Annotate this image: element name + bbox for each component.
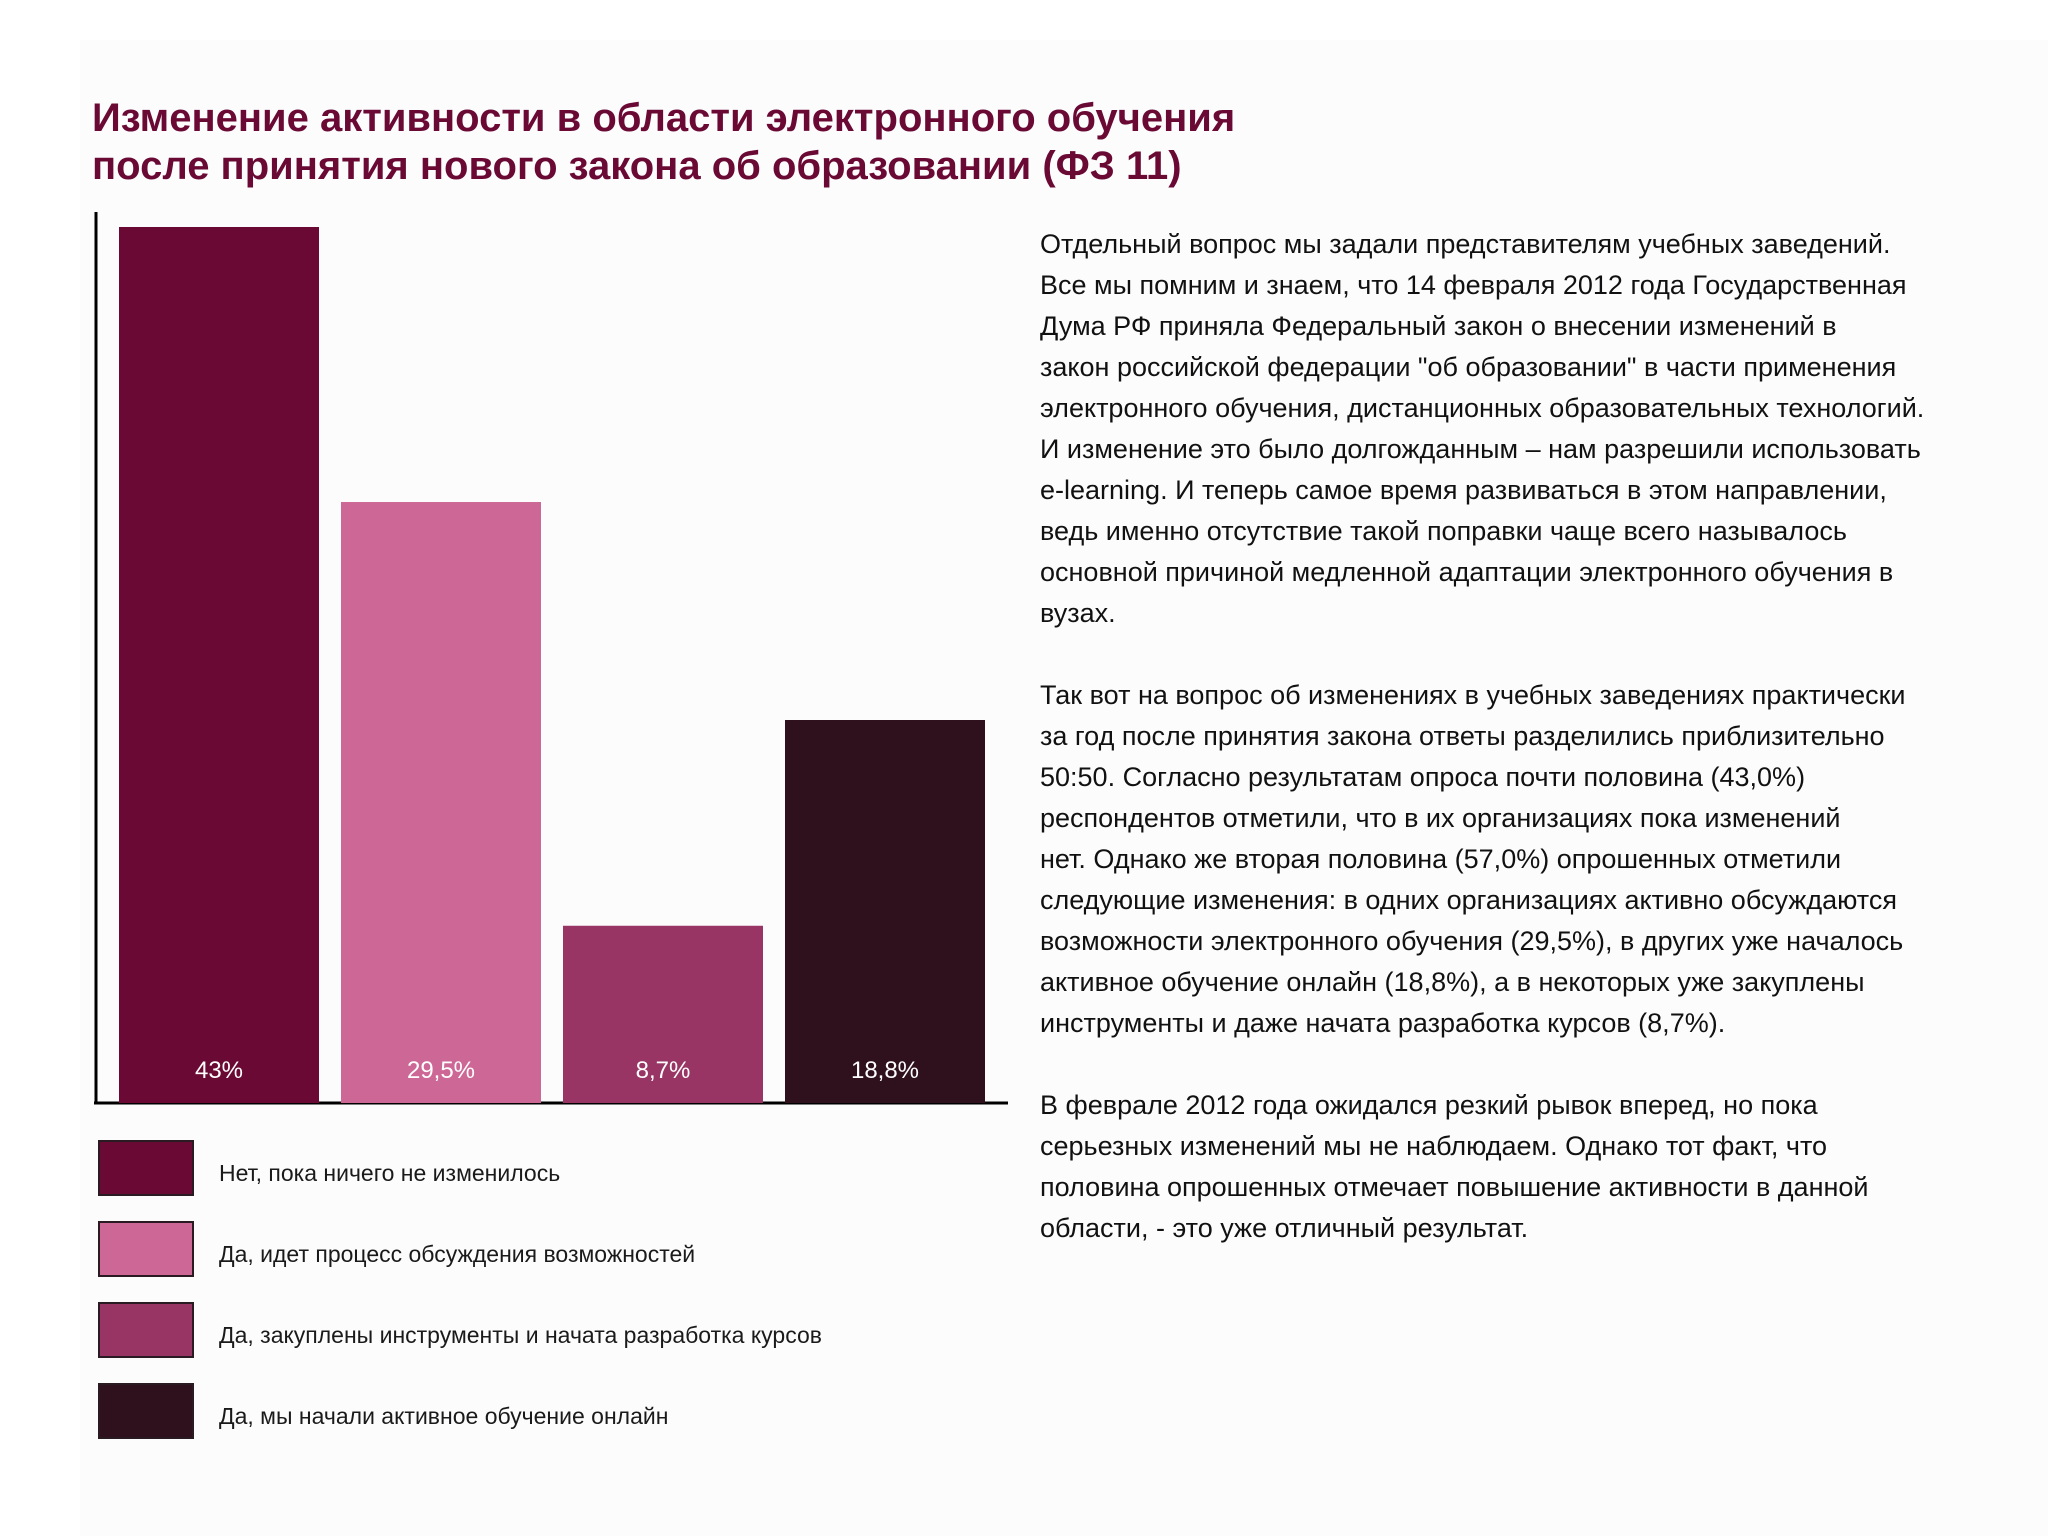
- legend-label: Да, закуплены инструменты и начата разработка курсов: [219, 1322, 822, 1348]
- article-paragraph-1: Отдельный вопрос мы задали представителям учебных заведений. Все мы помним и знаем, что 14 февраля 2012 года Государственная Дума РФ приняла Федеральный закон о внесении изменений в закон российской федерации "об образовании" в части применения электронного обучения, дистанционных образовательных технологий. И изменение это было долгожданным – нам разрешили использовать e-learning. И теперь самое время развиваться в этом направлении, ведь именно отсутствие такой поправки чаще всего называлось основной причиной медленной адаптации электронного обучения в вузах.: [1040, 229, 1925, 628]
- legend-swatch: [98, 1221, 194, 1277]
- chart-title-line-1: Изменение активности в области электронного обучения: [92, 96, 1236, 140]
- bar-4: [785, 720, 985, 1103]
- chart-legend: [98, 1140, 998, 1464]
- article-text: [1040, 224, 2020, 1290]
- legend-swatch: [98, 1383, 194, 1439]
- bar-value-label-4: 18,8%: [850, 1057, 920, 1084]
- bar-value-label-1: 43%: [194, 1057, 244, 1084]
- bar-2: [341, 502, 541, 1103]
- article-paragraph-3: В феврале 2012 года ожидался резкий рывок вперед, но пока серьезных изменений мы не наблюдаем. Однако тот факт, что половина опрошенных отмечает повышение активности в данной области, - это уже отличный результат.: [1040, 1090, 1869, 1243]
- legend-item-discussion: [98, 1221, 998, 1279]
- bar-chart: [0, 0, 1020, 1140]
- bar-value-label-3: 8,7%: [635, 1057, 691, 1084]
- legend-item-online-learning: [98, 1383, 998, 1441]
- legend-swatch: [98, 1302, 194, 1358]
- legend-label: Да, мы начали активное обучение онлайн: [219, 1403, 669, 1429]
- legend-label: Нет, пока ничего не изменилось: [219, 1160, 561, 1186]
- article-paragraph-2: Так вот на вопрос об изменениях в учебных заведениях практически за год после принятия закона ответы разделились приблизительно 50:50. Согласно результатам опроса почти половина (43,0%) респондентов отметили, что в их организациях пока изменений нет. Однако же вторая половина (57,0%) опрошенных отметили следующие изменения: в одних организациях активно обсуждаются возможности электронного обучения (29,5%), в других уже началось активное обучение онлайн (18,8%), а в некоторых уже закуплены инструменты и даже начата разработка курсов (8,7%).: [1040, 680, 1906, 1038]
- legend-swatch: [98, 1140, 194, 1196]
- bar-1: [119, 227, 319, 1103]
- legend-label: Да, идет процесс обсуждения возможностей: [219, 1241, 696, 1267]
- bar-value-label-2: 29,5%: [406, 1057, 476, 1084]
- legend-item-no-change: [98, 1140, 998, 1198]
- legend-item-tools-purchased: [98, 1302, 998, 1360]
- bars-group: [119, 227, 985, 1103]
- chart-title-line-2: после принятия нового закона об образовании (ФЗ 11): [92, 144, 1182, 188]
